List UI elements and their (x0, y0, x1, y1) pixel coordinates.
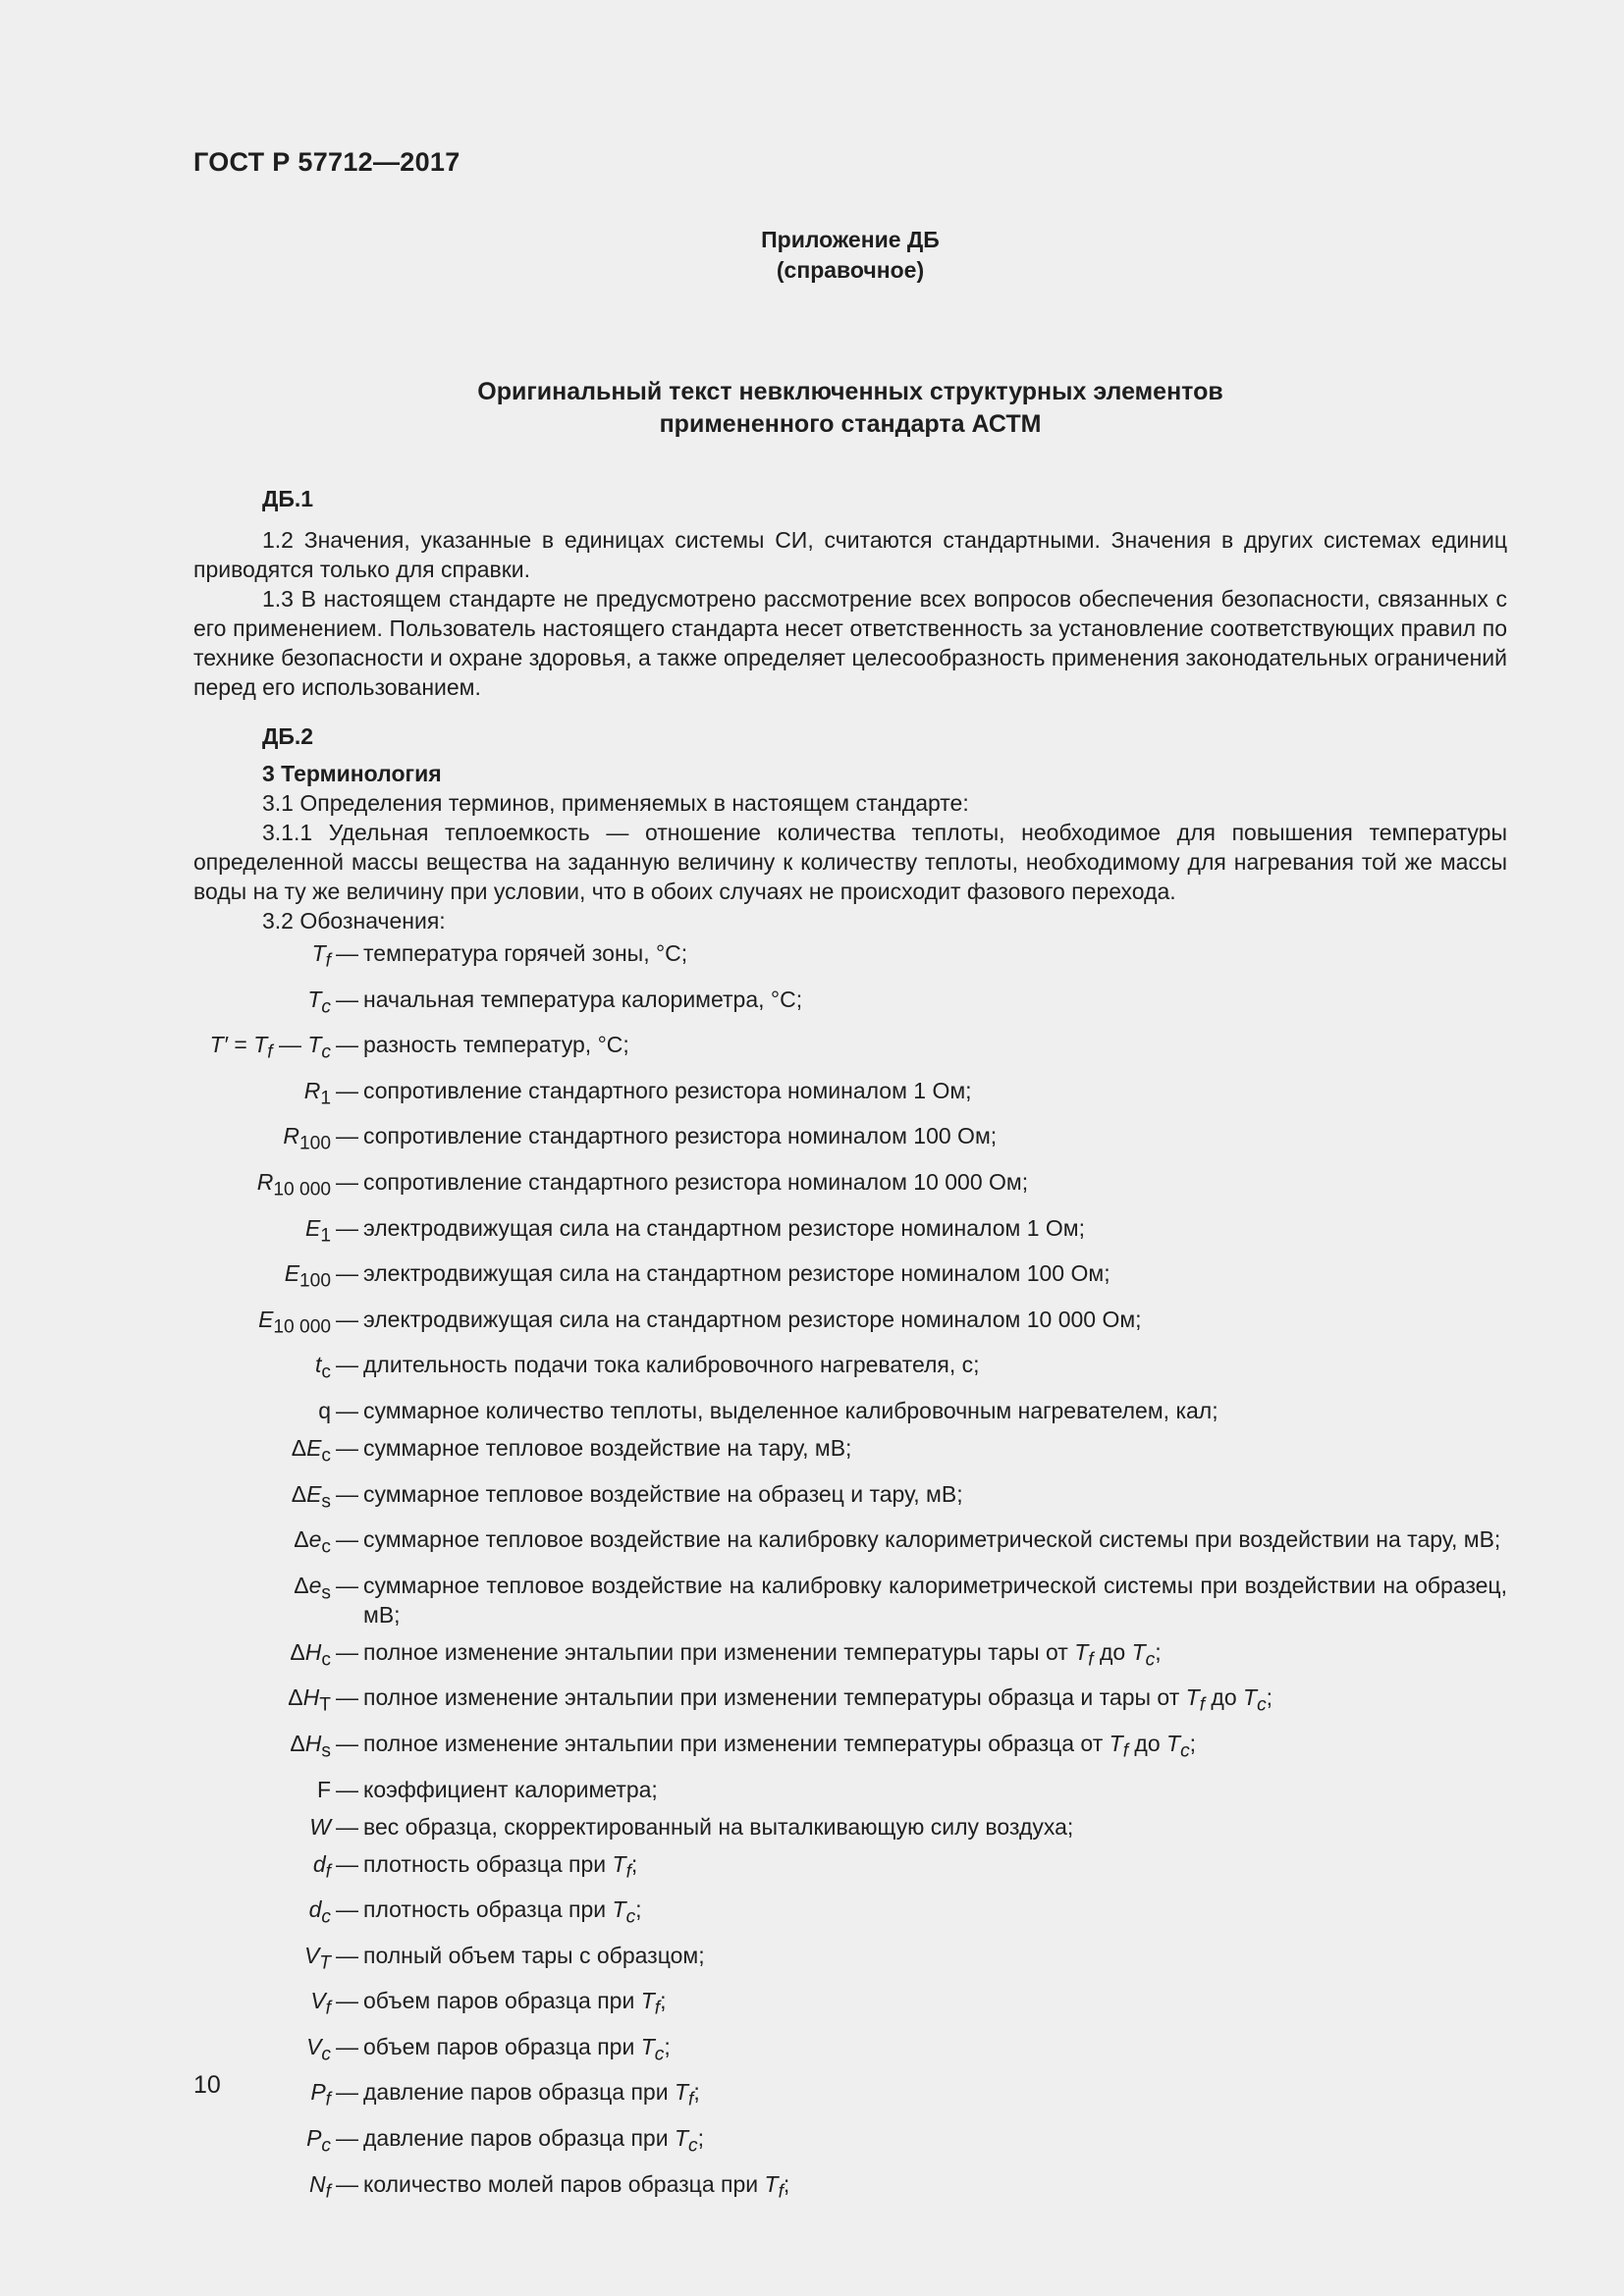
symbol-list (164, 935, 1507, 2212)
symbol: $\Delta e_s$ (294, 1572, 331, 1604)
symbol: $R_1$ (303, 1077, 331, 1109)
symbol-description: давление паров образца при $T_f$; (363, 2079, 700, 2111)
symbol-dash: — (336, 986, 358, 1012)
symbol-row (164, 935, 1507, 982)
symbol: $\Delta E_s$ (291, 1480, 331, 1513)
symbol-dash: — (336, 1526, 358, 1553)
symbol: $N_f$ (309, 2170, 331, 2203)
symbol-row (164, 1255, 1507, 1302)
symbol-row (164, 1476, 1507, 1522)
symbol: $\Delta H_T$ (288, 1684, 331, 1716)
annex-label: Приложение ДБ (761, 227, 940, 252)
symbol-dash: — (336, 1168, 358, 1195)
symbol: $P_c$ (306, 2125, 331, 2157)
symbol-description: количество молей паров образца при $T_f$; (363, 2170, 790, 2203)
symbol: $E_1$ (305, 1214, 331, 1247)
symbol-row (164, 1938, 1507, 1984)
db2-label: ДБ.2 (262, 723, 314, 749)
symbol-description: вес образца, скорректированный на выталкивающую силу воздуха; (363, 1813, 1074, 1840)
symbol: W (309, 1813, 331, 1840)
symbol-row (164, 1302, 1507, 1348)
symbol-row (164, 1164, 1507, 1210)
symbol-description: сопротивление стандартного резистора номиналом 1 Ом; (363, 1077, 972, 1103)
symbol: $T_f$ (311, 940, 331, 972)
db2-paragraph-3: 3.2 Обозначения: (262, 908, 446, 934)
symbol-dash: — (336, 1988, 358, 2014)
symbol-dash: — (336, 1306, 358, 1332)
symbol-dash: — (336, 1032, 358, 1058)
symbol-description: объем паров образца при $T_f$; (363, 1988, 667, 2019)
symbol-dash: — (336, 1730, 358, 1756)
symbol-row (164, 1772, 1507, 1809)
symbol-dash: — (336, 1352, 358, 1378)
symbol: $R_{100}$ (283, 1123, 331, 1154)
symbol-dash: — (336, 1684, 358, 1711)
symbol-row (164, 1027, 1507, 1073)
symbol: $T' = T_f$ — $T_c$ (209, 1032, 331, 1063)
symbol: $d_f$ (312, 1850, 331, 1883)
symbol: $V_f$ (310, 1988, 331, 2019)
symbol: $\Delta E_c$ (291, 1434, 331, 1467)
symbol-dash: — (336, 1077, 358, 1103)
symbol-dash: — (336, 1123, 358, 1149)
symbol-description: суммарное количество теплоты, выделенное калибровочным нагревателем, кал; (363, 1397, 1218, 1423)
symbol-row (164, 1983, 1507, 2029)
symbol-row (164, 2166, 1507, 2213)
symbol: $R_{10 000}$ (256, 1168, 331, 1201)
db1-paragraph-1: 1.2 Значения, указанные в единицах системы СИ, считаются стандартными. Значения в других системах единиц приводятся только для справки. (193, 527, 1507, 582)
symbol: $\Delta e_c$ (294, 1526, 331, 1558)
symbol-row (164, 2029, 1507, 2075)
symbol-description: суммарное тепловое воздействие на калибровку калориметрической системы при воздействии на тару, мВ; (363, 1526, 1501, 1553)
page-number: 10 (193, 2071, 221, 2099)
symbol-row (164, 2120, 1507, 2166)
symbol: $t_c$ (315, 1352, 331, 1383)
symbol-dash: — (336, 1434, 358, 1461)
symbol-dash: — (336, 1214, 358, 1241)
symbol-description: полное изменение энтальпии при изменении температуры тары от $T_f$ до $T_c$; (363, 1638, 1162, 1671)
symbol-row (164, 1393, 1507, 1430)
symbol-row (164, 1522, 1507, 1568)
symbol-description: суммарное тепловое воздействие на калибровку калориметрической системы при воздействии на образец, мВ; (363, 1572, 1507, 1628)
symbol-dash: — (336, 1850, 358, 1877)
symbol-row (164, 1634, 1507, 1681)
symbol-dash: — (336, 2125, 358, 2152)
symbol-row (164, 1347, 1507, 1393)
symbol-dash: — (336, 1776, 358, 1802)
symbol-description: полное изменение энтальпии при изменении температуры образца от $T_f$ до $T_c$; (363, 1730, 1197, 1762)
symbol-dash: — (336, 1480, 358, 1507)
symbol-row (164, 1726, 1507, 1772)
symbol-row (164, 2074, 1507, 2120)
symbol: $E_{100}$ (284, 1260, 331, 1292)
symbol-description: электродвижущая сила на стандартном резисторе номиналом 10 000 Ом; (363, 1306, 1142, 1332)
symbol-description: объем паров образца при $T_c$; (363, 2033, 671, 2065)
symbol-row (164, 1073, 1507, 1119)
annex-title (193, 225, 1507, 286)
symbol: $V_c$ (306, 2033, 331, 2065)
symbol: q (318, 1397, 331, 1423)
symbol-description: плотность образца при $T_c$; (363, 1896, 642, 1928)
symbol-dash: — (336, 1260, 358, 1287)
section-title-line-1: Оригинальный текст невключенных структурных элементов (477, 378, 1223, 405)
db2-paragraph-1: 3.1 Определения терминов, применяемых в настоящем стандарте: (262, 790, 969, 816)
db2-paragraph-2: 3.1.1 Удельная теплоемкость — отношение количества теплоты, необходимое для повышения температуры определенной массы вещества на заданную величину к количеству теплоты, необходимому для нагревания той же массы воды на ту же величину при условии, что в обоих случаях не происходит фазового перехода. (193, 820, 1507, 904)
symbol: $d_c$ (308, 1896, 331, 1928)
symbol-row (164, 1809, 1507, 1846)
symbol: $P_f$ (310, 2079, 331, 2111)
symbol: $E_{10 000}$ (258, 1306, 331, 1338)
symbol-dash: — (336, 1572, 358, 1598)
db1-label: ДБ.1 (262, 486, 314, 511)
symbol-description: суммарное тепловое воздействие на образец и тару, мВ; (363, 1480, 963, 1507)
symbol-description: давление паров образца при $T_c$; (363, 2125, 704, 2157)
symbol: $T_c$ (307, 986, 331, 1018)
symbol-description: сопротивление стандартного резистора номиналом 100 Ом; (363, 1123, 998, 1149)
symbol-row (164, 1892, 1507, 1938)
document-header: ГОСТ Р 57712—2017 (193, 147, 460, 177)
symbol-description: электродвижущая сила на стандартном резисторе номиналом 100 Ом; (363, 1260, 1110, 1287)
symbol-row (164, 1846, 1507, 1893)
symbol-description: сопротивление стандартного резистора номиналом 10 000 Ом; (363, 1168, 1029, 1195)
symbol: $\Delta H_c$ (290, 1638, 331, 1671)
symbol-description: плотность образца при $T_f$; (363, 1850, 638, 1883)
symbol-description: коэффициент калориметра; (363, 1776, 658, 1802)
symbol-description: начальная температура калориметра, °С; (363, 986, 803, 1012)
symbol: $V_T$ (303, 1942, 331, 1974)
symbol-dash: — (336, 2033, 358, 2059)
symbol-dash: — (336, 1813, 358, 1840)
symbol-row (164, 1680, 1507, 1726)
symbol-dash: — (336, 940, 358, 966)
symbol: F (316, 1776, 331, 1802)
section-title-line-2: примененного стандарта АСТМ (659, 410, 1042, 438)
symbol-row (164, 1430, 1507, 1476)
section-title (193, 376, 1507, 441)
symbol-description: разность температур, °С; (363, 1032, 629, 1058)
symbol-description: электродвижущая сила на стандартном резисторе номиналом 1 Ом; (363, 1214, 1086, 1241)
symbol-description: полный объем тары с образцом; (363, 1942, 705, 1968)
terminology-heading: 3 Терминология (262, 761, 442, 786)
symbol-dash: — (336, 1942, 358, 1968)
symbol-row (164, 1118, 1507, 1164)
symbol-dash: — (336, 1638, 358, 1665)
symbol-row (164, 982, 1507, 1028)
symbol-description: суммарное тепловое воздействие на тару, мВ; (363, 1434, 852, 1461)
symbol-description: полное изменение энтальпии при изменении температуры образца и тары от $T_f$ до $T_c$; (363, 1684, 1273, 1716)
document-body (193, 484, 1507, 2212)
db1-paragraph-2: 1.3 В настоящем стандарте не предусмотрено рассмотрение всех вопросов обеспечения безопасности, связанных с его применением. Пользователь настоящего стандарта несет ответственность за установление соответствующих правил по технике безопасности и охране здоровья, а также определяет целесообразность применения законодательных ограничений перед его использованием. (193, 586, 1507, 700)
symbol-row (164, 1568, 1507, 1634)
annex-type: (справочное) (776, 257, 925, 283)
symbol: $\Delta H_s$ (290, 1730, 331, 1762)
symbol-row (164, 1210, 1507, 1256)
symbol-dash: — (336, 1896, 358, 1923)
symbol-dash: — (336, 2170, 358, 2197)
symbol-description: длительность подачи тока калибровочного нагревателя, с; (363, 1352, 980, 1378)
symbol-dash: — (336, 1397, 358, 1423)
symbol-dash: — (336, 2079, 358, 2106)
symbol-description: температура горячей зоны, °С; (363, 940, 688, 966)
